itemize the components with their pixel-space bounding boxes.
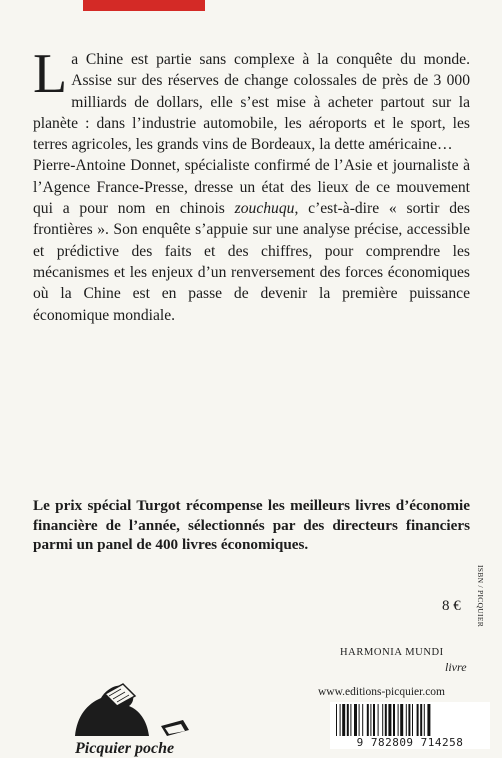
- distributor-livre: livre: [445, 660, 467, 674]
- blurb-paragraph-2: [33, 155, 470, 325]
- barcode-bars: [334, 704, 486, 738]
- vertical-code-label: [477, 565, 502, 645]
- blurb-p1-text: a Chine est partie sans complexe à la conquête du monde. Assise sur des réserves de change colossales de près de 3 000 milliards de dollars, elle s’est mise à acheter partout sur la planète : dans l’industrie automobile, les aéroports et le sport, les terres agricoles, les grands vins de Bordeaux, la dette américaine…: [33, 51, 470, 154]
- vertical-code-text: ISBN / PICQUIER: [476, 565, 485, 628]
- reading-figure-icon: [65, 676, 205, 738]
- drop-cap: L: [33, 43, 68, 105]
- imprint-name: Picquier poche: [75, 740, 175, 757]
- blurb-p2-text-b: , c’est-à-dire « sortir des frontières ». Son enquête s’appuie sur une analyse précise, accessible et prédictive des faits et des chiffres, pour comprendre les mécanismes et les enjeux d’un renversement des forces économiques où la Chine est en passe de devenir la première puissance économique mondiale.: [33, 200, 471, 324]
- publisher-website: www.editions-picquier.com: [318, 686, 446, 698]
- distributor-name: HARMONIA MUNDI: [340, 647, 444, 658]
- isbn-number: 9 782809 714258: [330, 736, 490, 749]
- blurb-paragraph-1: [33, 43, 470, 155]
- blurb-p2-text-a: Pierre-Antoine Donnet, spécialiste confirmé de l’Asie et journaliste à l’Agence France-Presse, dresse un état des lieux de ce mouvement qui a pour nom en chinois: [33, 157, 470, 218]
- accent-bar: [83, 0, 205, 11]
- blurb-p2-emphasis: zouchuqu: [234, 200, 295, 218]
- prize-note: Le prix spécial Turgot récompense les meilleurs livres d’économie financière de l’année, sélectionnés par des directeurs financiers parmi un panel de 400 livres économiques.: [33, 497, 470, 554]
- publisher-logo-illustration: [65, 676, 205, 738]
- back-cover-blurb: [33, 43, 471, 326]
- price-label: 8 €: [442, 598, 461, 614]
